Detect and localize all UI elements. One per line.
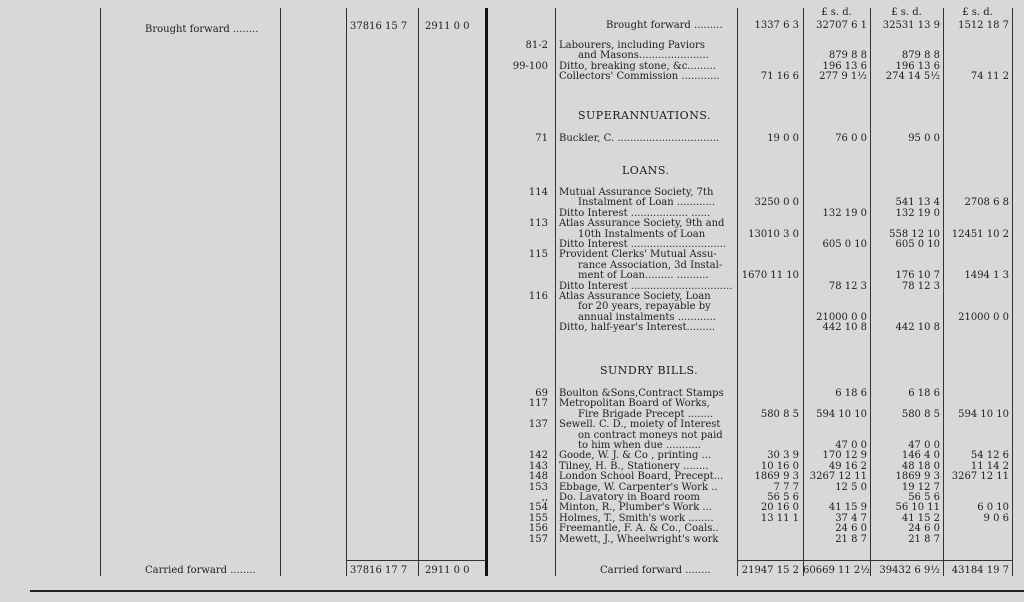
entry-amount: 1670 11 10 <box>741 270 799 282</box>
entry-amount: 605 0 10 <box>822 239 867 250</box>
entry-number: 153 <box>528 481 548 493</box>
brought-forward-amount: 32531 13 9 <box>882 20 940 31</box>
rule-h <box>346 560 486 561</box>
entry-amount: 2708 6 8 <box>964 197 1009 209</box>
rule-v <box>280 8 281 576</box>
entry-number: 114 <box>528 187 548 198</box>
entry-amount: 74 11 2 <box>970 71 1009 83</box>
entry-amount: 594 10 10 <box>958 408 1009 420</box>
section-heading-loans: LOANS. <box>622 164 670 177</box>
rule-v <box>943 8 944 576</box>
entry-description: Tilney, H. B., Stationery ........ <box>559 460 709 472</box>
entry-amount: 12 5 0 <box>835 481 867 493</box>
entry-amount: 56 10 11 <box>895 502 940 514</box>
entry-amount: 3267 12 11 <box>809 471 867 483</box>
brought-forward-label-left: Brought forward ........ <box>145 24 259 35</box>
entry-description: ment of Loan......... .......... <box>578 270 709 282</box>
entry-amount: 41 15 2 <box>901 512 940 524</box>
entry-number: 81-2 <box>525 40 548 51</box>
entry-description: Atlas Assurance Society, 9th and <box>559 218 725 230</box>
rule-v <box>346 8 347 576</box>
entry-amount: 146 4 0 <box>901 450 940 462</box>
section-heading-superannuations: SUPERANNUATIONS. <box>578 109 711 122</box>
entry-amount: 132 19 0 <box>822 207 867 219</box>
carried-forward-amount: 60669 11 2½ <box>803 565 870 576</box>
entry-number: 154 <box>528 502 548 514</box>
entry-amount: 7 7 7 <box>773 481 799 493</box>
entry-description: Holmes, T., Smith's work ........ <box>559 512 714 524</box>
entry-amount: 21 8 7 <box>835 533 867 545</box>
entry-description: Provident Clerks' Mutual Assu- <box>559 249 717 261</box>
brought-forward-amount: 32707 6 1 <box>816 20 867 31</box>
entry-description: rance Association, 3d Instal- <box>578 259 723 271</box>
entry-number: 71 <box>535 133 548 144</box>
rule-v <box>100 8 101 576</box>
entry-amount: 49 16 2 <box>828 460 867 472</box>
entry-description: Ditto Interest .................. ...... <box>559 207 711 219</box>
entry-amount: 95 0 0 <box>908 133 940 144</box>
entry-number: 69 <box>535 388 548 399</box>
entry-amount: 541 13 4 <box>895 197 940 209</box>
entry-amount: 56 5 6 <box>908 492 940 503</box>
entry-description: 10th Instalments of Loan <box>578 228 706 240</box>
entry-number: 115 <box>528 249 548 261</box>
carried-forward-amount: 21947 15 2 <box>741 565 799 576</box>
entry-amount: 580 8 5 <box>760 408 799 420</box>
entry-number: ,, <box>541 492 548 503</box>
entry-amount: 54 12 6 <box>970 450 1009 462</box>
entry-amount: 11 14 2 <box>970 460 1009 472</box>
entry-amount: 24 6 0 <box>835 523 867 535</box>
entry-number: 142 <box>528 450 548 462</box>
rule-v <box>555 8 556 576</box>
entry-description: London School Board, Precept... <box>559 471 724 483</box>
entry-description: Instalment of Loan ............ <box>578 197 716 209</box>
entry-number: 137 <box>528 419 548 431</box>
section-heading-sundry-bills: SUNDRY BILLS. <box>600 364 699 377</box>
entry-amount: 196 13 6 <box>822 60 867 72</box>
entry-description: Collectors' Commission ............ <box>559 71 720 83</box>
brought-forward-value-b: 2911 0 0 <box>425 21 470 32</box>
brought-forward-label: Brought forward ......... <box>606 20 723 31</box>
entry-amount: 21000 0 0 <box>816 311 867 323</box>
entry-amount: 19 12 7 <box>901 481 940 493</box>
entry-amount: 78 12 3 <box>901 280 940 292</box>
entry-description: on contract moneys not paid <box>578 429 723 441</box>
entry-amount: 879 8 8 <box>901 50 940 62</box>
entry-amount: 196 13 6 <box>895 60 940 72</box>
entry-amount: 274 14 5½ <box>885 71 940 83</box>
carried-forward-amount: 43184 19 7 <box>951 565 1009 576</box>
entry-amount: 879 8 8 <box>828 50 867 62</box>
carried-forward-label: Carried forward ........ <box>600 565 711 576</box>
carried-forward-value-a: 37816 17 7 <box>350 565 408 576</box>
column-header-e: £ s. d. <box>821 7 852 18</box>
entry-amount: 37 4 7 <box>835 512 867 524</box>
entry-description: Mutual Assurance Society, 7th <box>559 187 714 198</box>
entry-number: 148 <box>528 471 548 483</box>
rule-bottom <box>30 590 1024 592</box>
entry-amount: 10 16 0 <box>760 460 799 472</box>
carried-forward-value-b: 2911 0 0 <box>425 565 470 576</box>
entry-amount: 56 5 6 <box>767 492 799 503</box>
entry-description: Sewell. C. D., moiety of Interest <box>559 419 721 431</box>
entry-amount: 21000 0 0 <box>958 311 1009 323</box>
entry-amount: 605 0 10 <box>895 239 940 250</box>
brought-forward-value-a: 37816 15 7 <box>350 21 408 32</box>
rule-v <box>418 8 419 576</box>
entry-amount: 78 12 3 <box>828 280 867 292</box>
entry-amount: 47 0 0 <box>908 440 940 451</box>
entry-description: Minton, R., Plumber's Work ... <box>559 502 712 514</box>
entry-description: Buckler, C. ................................ <box>559 133 719 144</box>
brought-forward-amount: 1512 18 7 <box>958 20 1009 31</box>
rule-divider <box>485 8 488 576</box>
entry-amount: 1869 9 3 <box>895 471 940 483</box>
entry-amount: 558 12 10 <box>889 228 940 240</box>
entry-number: 99-100 <box>512 60 548 72</box>
entry-amount: 48 18 0 <box>901 460 940 472</box>
entry-amount: 170 12 9 <box>822 450 867 462</box>
entry-amount: 580 8 5 <box>901 408 940 420</box>
entry-amount: 24 6 0 <box>908 523 940 535</box>
entry-amount: 132 19 0 <box>895 207 940 219</box>
entry-amount: 277 9 1½ <box>819 71 867 83</box>
entry-amount: 20 16 0 <box>760 502 799 514</box>
carried-forward-amount: 39432 6 9½ <box>879 565 940 576</box>
entry-amount: 3267 12 11 <box>951 471 1009 483</box>
entry-amount: 21 8 7 <box>908 533 940 545</box>
entry-amount: 594 10 10 <box>816 408 867 420</box>
entry-amount: 71 16 6 <box>760 71 799 83</box>
entry-description: Ditto Interest .............................. <box>559 239 727 250</box>
rule-v <box>1012 8 1013 576</box>
entry-number: 117 <box>528 398 548 410</box>
entry-description: Atlas Assurance Society, Loan <box>559 291 711 302</box>
entry-number: 155 <box>528 512 548 524</box>
column-header-f: £ s. d. <box>891 7 922 18</box>
entry-amount: 1869 9 3 <box>754 471 799 483</box>
entry-description: Metropolitan Board of Works, <box>559 398 710 410</box>
entry-description: Labourers, including Paviors <box>559 40 705 51</box>
entry-amount: 19 0 0 <box>767 133 799 144</box>
entry-amount: 9 0 6 <box>983 512 1009 524</box>
entry-number: 143 <box>528 460 548 472</box>
entry-description: Ditto, half-year's Interest......... <box>559 322 716 334</box>
entry-amount: 442 10 8 <box>895 322 940 334</box>
entry-description: Ebbage, W. Carpenter's Work .. <box>559 481 718 493</box>
entry-amount: 30 3 9 <box>767 450 799 462</box>
carried-forward-label-left: Carried forward ........ <box>145 565 256 576</box>
entry-number: 157 <box>528 533 548 545</box>
entry-description: Freemantle, F. A. & Co., Coals.. <box>559 523 719 535</box>
entry-description: Fire Brigade Precept ........ <box>578 408 714 420</box>
entry-amount: 1494 1 3 <box>964 270 1009 282</box>
entry-description: and Masons...................... <box>578 50 709 62</box>
entry-amount: 442 10 8 <box>822 322 867 334</box>
entry-amount: 6 18 6 <box>908 388 940 399</box>
entry-description: annual instalments ............ <box>578 311 716 323</box>
entry-amount: 176 10 7 <box>895 270 940 282</box>
entry-amount: 76 0 0 <box>835 133 867 144</box>
column-header-g: £ s. d. <box>962 7 993 18</box>
brought-forward-amount: 1337 6 3 <box>754 20 799 31</box>
entry-number: 116 <box>528 291 548 302</box>
entry-description: for 20 years, repayable by <box>578 301 711 313</box>
entry-amount: 6 18 6 <box>835 388 867 399</box>
entry-amount: 12451 10 2 <box>951 228 1009 240</box>
entry-amount: 13 11 1 <box>760 512 799 524</box>
entry-description: Mewett, J., Wheelwright's work <box>559 533 719 545</box>
entry-amount: 13010 3 0 <box>748 228 799 240</box>
entry-description: Boulton &Sons,Contract Stamps <box>559 388 724 399</box>
entry-amount: 47 0 0 <box>835 440 867 451</box>
entry-description: Do. Lavatory in Board room <box>559 492 700 503</box>
entry-amount: 3250 0 0 <box>754 197 799 209</box>
entry-number: 156 <box>528 523 548 535</box>
entry-description: Ditto, breaking stone, &c......... <box>559 60 716 72</box>
entry-description: to him when due ........... <box>578 440 701 451</box>
entry-description: Ditto Interest ................................ <box>559 280 733 292</box>
entry-amount: 41 15 9 <box>828 502 867 514</box>
entry-amount: 6 0 10 <box>977 502 1009 514</box>
rule-h <box>737 560 1012 561</box>
entry-number: 113 <box>528 218 548 230</box>
entry-description: Goode, W. J. & Co , printing ... <box>559 450 712 462</box>
